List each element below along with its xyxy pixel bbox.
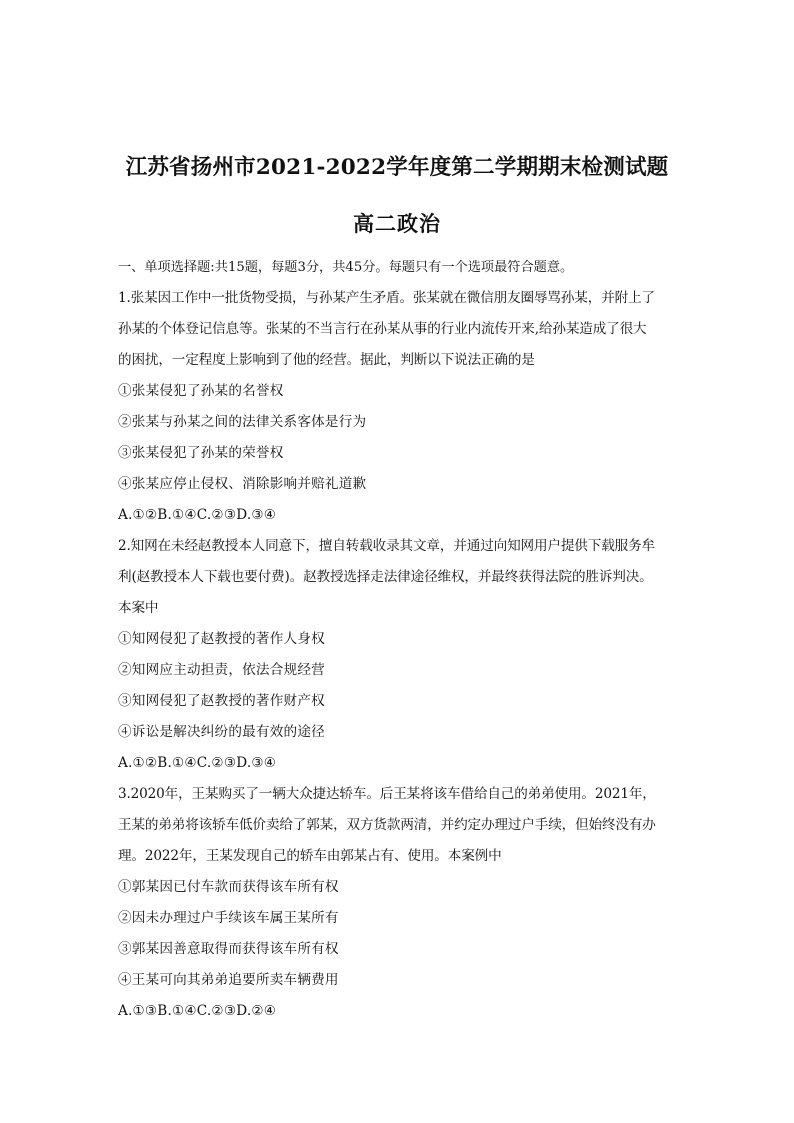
question-3 <box>118 779 684 1027</box>
question-option: ①张某侵犯了孙某的名誉权 <box>118 383 284 399</box>
question-stem-line: 1.张某因工作中一批货物受损，与孙某产生矛盾。张某就在微信朋友圈辱骂孙某，并附上了 <box>118 290 655 306</box>
question-stem-line: 王某的弟弟将该轿车低价卖给了郭某，双方货款两清，并约定办理过户手续，但始终没有办 <box>118 817 656 833</box>
document-title: 江苏省扬州市2021-2022学年度第二学期期末检测试题 <box>125 155 669 180</box>
question-option: ③知网侵犯了赵教授的著作财产权 <box>118 693 325 709</box>
exam-content <box>118 252 684 1027</box>
question-option: ②因未办理过户手续该车属王某所有 <box>118 910 339 926</box>
question-stem-line: 利(赵教授本人下载也要付费)。赵教授选择走法律途径维权，并最终获得法院的胜诉判决。 <box>118 569 653 585</box>
question-option: ③张某侵犯了孙某的荣誉权 <box>118 445 284 461</box>
question-option: ①郭某因已付车款而获得该车所有权 <box>118 879 339 895</box>
answer-choices: A.①②B.①④C.②③D.③④ <box>118 755 277 771</box>
question-option: ②知网应主动担责，依法合规经营 <box>118 662 325 678</box>
question-stem-line: 理。2022年，王某发现自己的轿车由郭某占有、使用。本案例中 <box>118 848 502 864</box>
question-option: ①知网侵犯了赵教授的著作人身权 <box>118 631 325 647</box>
document-subtitle: 高二政治 <box>353 211 441 236</box>
question-option: ④张某应停止侵权、消除影响并赔礼道歉 <box>118 476 367 492</box>
answer-choices: A.①③B.①④C.②③D.②④ <box>118 1003 277 1019</box>
question-option: ④王某可向其弟弟追要所卖车辆费用 <box>118 972 339 988</box>
question-option: ④诉讼是解决纠纷的最有效的途径 <box>118 724 325 740</box>
question-stem-line: 2.知网在未经赵教授本人同意下，擅自转载收录其文章，并通过向知网用户提供下载服务牟 <box>118 538 655 554</box>
answer-choices: A.①②B.①④C.②③D.③④ <box>118 507 277 523</box>
question-stem-line: 的困扰，一定程度上影响到了他的经营。据此，判断以下说法正确的是 <box>118 352 535 368</box>
question-option: ③郭某因善意取得而获得该车所有权 <box>118 941 339 957</box>
question-stem-line: 本案中 <box>118 600 159 616</box>
question-stem-line: 3.2020年，王某购买了一辆大众捷达轿车。后王某将该车借给自己的弟弟使用。2021年， <box>118 786 656 802</box>
question-1 <box>118 283 684 531</box>
question-option: ②张某与孙某之间的法律关系客体是行为 <box>118 414 367 430</box>
section-header: 一、单项选择题:共15题，每题3分，共45分。每题只有一个选项最符合题意。 <box>118 260 574 275</box>
question-stem-line: 孙某的个体登记信息等。张某的不当言行在孙某从事的行业内流传开来,给孙某造成了很大 <box>118 321 647 337</box>
question-2 <box>118 531 684 779</box>
